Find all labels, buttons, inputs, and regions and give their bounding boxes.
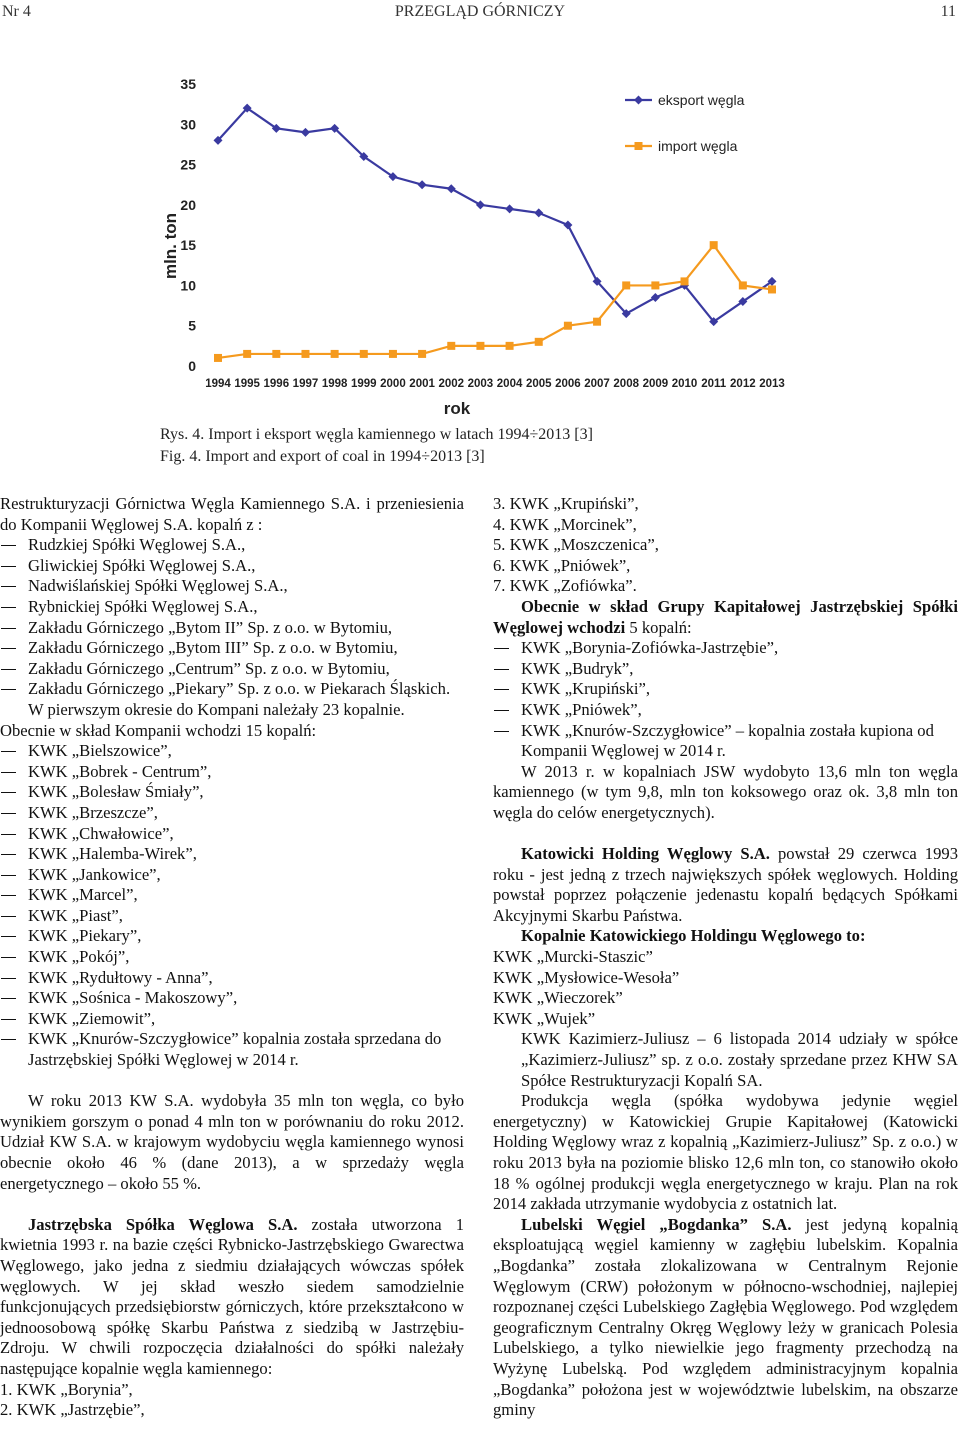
figure-caption-en: Fig. 4. Import and export of coal in 1994÷2013 [3] (160, 448, 485, 465)
legend-swatch-marker (635, 142, 643, 150)
data-point (301, 350, 309, 358)
y-tick-label: 5 (188, 317, 196, 334)
data-point (535, 338, 543, 346)
x-tick-label: 2003 (467, 378, 494, 390)
list-item: KWK „Bielszowice”, (0, 741, 464, 762)
jsw-now-rest: 5 kopalń: (625, 617, 692, 637)
list-item: KWK „Rydułtowy - Anna”, (0, 968, 464, 989)
x-tick-label: 1998 (321, 378, 348, 390)
list-item: KWK „Halemba-Wirek”, (0, 844, 464, 865)
x-tick-label: 1996 (263, 378, 290, 390)
khw-text: powstał 29 czerwca 1993 roku - jest jedną z trzech największych spółek węglowych. Holding powstał poprzez połączenie jedenastu kopalń będących Spółkami Akcyjnymi Skarbu Państwa. (493, 844, 958, 925)
list-item: KWK „Borynia-Zofiówka-Jastrzębie”, (493, 638, 958, 659)
list-item: KWK „Knurów-Szczygłowice” – kopalnia została kupiona od Kompanii Węglowej w 2014 r. (493, 721, 958, 762)
khw-mines-list (493, 947, 958, 1029)
list-item: 4. KWK „Morcinek”, (493, 514, 637, 534)
x-tick-label: 2001 (409, 378, 435, 390)
x-tick-label: 2007 (584, 378, 610, 390)
kw-mines-list (0, 741, 464, 1071)
list-item: 7. KWK „Zofiówka”. (493, 576, 637, 596)
x-tick-label: 2006 (555, 378, 581, 390)
paragraph-first-period: W pierwszym okresie do Kompani należały 23 kopalnie. (28, 699, 405, 719)
x-tick-label: 1997 (292, 378, 319, 390)
jsw-original-mines-list (0, 1380, 464, 1421)
khw-mines-title: Kopalnie Katowickiego Holdingu Węglowego to: (521, 926, 866, 946)
data-point (651, 293, 660, 302)
y-tick-label: 15 (180, 237, 196, 254)
coal-trade-chart (160, 66, 800, 418)
data-point (564, 322, 572, 330)
paragraph-khw-kj: KWK Kazimierz-Juliusz – 6 listopada 2014 udziały w spółce „Kazimierz-Juliusz” sp. z o.o. zostały sprzedane przez KHW SA Spółce Restrukturyzacji Kopalń SA. (521, 1029, 958, 1090)
list-item: KWK „Brzeszcze”, (0, 803, 464, 824)
paragraph-jsw-2013: W 2013 r. w kopalniach JSW wydobyto 13,6 mln ton węgla kamiennego (w tym 9,8, mln ton koksowego oraz ok. 3,8 mln ton węgla do celów energetycznych). (493, 761, 958, 822)
x-tick-label: 2013 (759, 378, 785, 390)
data-point (447, 184, 456, 193)
page-number-right: 11 (940, 3, 956, 20)
data-point (418, 180, 427, 189)
y-tick-label: 20 (180, 196, 196, 213)
paragraph-khw (493, 844, 958, 926)
paragraph-jsw-now (493, 597, 958, 638)
paragraph-kw-2013: W roku 2013 KW S.A. wydobyła 35 mln ton węgla, co było wynikiem gorszym o ponad 4 mln ton w porównaniu do roku 2012. Udział KW S.A. w krajowym wydobyciu węgla kamiennego wynosi obecnie około 46 % (dane 2013), a w sprzedaży węgla energetycznego – około 55 %. (0, 1091, 464, 1193)
x-axis (205, 378, 785, 390)
y-tick-label: 35 (180, 76, 196, 92)
data-point (593, 318, 601, 326)
data-point (360, 350, 368, 358)
list-item: Rybnickiej Spółki Węglowej S.A., (0, 597, 464, 618)
left-column (0, 494, 464, 1421)
paragraph-khw-production: Produkcja węgla (spółka wydobywa jedynie węgiel energetyczny) w Katowickiej Grupie Kapitałowej (Katowicki Holding Węglowy wraz z kopalnią „Kazimierz-Juliusz” Sp. z o.o.) w roku 2013 była na poziomie blisko 12,6 mln ton, co stanowiło około 18 % ogólnej produkcji węgla energetycznego w kraju. Plan na rok 2014 zakłada utrzymanie wydobycia z ostatnich lat. (493, 1091, 958, 1214)
paragraph-current: Obecnie w skład Kompanii wchodzi 15 kopalń: (0, 720, 317, 740)
series-line (218, 245, 772, 358)
list-item: Zakładu Górniczego „Bytom III” Sp. z o.o. w Bytomiu, (0, 638, 464, 659)
chart-legend (625, 92, 745, 154)
x-tick-label: 2005 (525, 378, 552, 390)
x-tick-label: 1995 (234, 378, 260, 390)
x-tick-label: 1999 (350, 378, 377, 390)
y-axis-label: mln. ton (161, 212, 180, 280)
data-point (272, 350, 280, 358)
data-point (505, 204, 514, 213)
jsw-text: została utworzona 1 kwietnia 1993 r. na bazie części Rybnicko-Jastrzębskiego Gwarectwa Węglowego, jako jedna z siedmiu działających wówczas spółek węglowych. W jej skład weszło siedem samodzielnie funkcjonujących przedsiębiorstw górniczych, które przekształcono w jednoosobową spółkę Skarbu Państwa z siedzibą w Jastrzębiu-Zdroju. W chwili rozpoczęcia działalności do spółki należały następujące kopalnie węgla kamiennego: (0, 1214, 464, 1378)
paragraph-jsw (0, 1215, 464, 1380)
data-point (710, 241, 718, 249)
x-tick-label: 2009 (642, 378, 669, 390)
x-tick-label: 2008 (613, 378, 640, 390)
data-point (389, 350, 397, 358)
list-item: KWK „Bolesław Śmiały”, (0, 782, 464, 803)
data-point (476, 200, 485, 209)
list-item: KWK „Krupiński”, (493, 679, 958, 700)
jsw-now-bold: Obecnie w skład Grupy Kapitałowej Jastrzębskiej Spółki Węglowej wchodzi (493, 596, 958, 637)
list-item: 5. KWK „Moszczenica”, (493, 535, 659, 555)
list-item: KWK „Ziemowit”, (0, 1009, 464, 1030)
list-item: Zakładu Górniczego „Bytom II” Sp. z o.o. w Bytomiu, (0, 618, 464, 639)
x-tick-label: 2002 (438, 378, 465, 390)
list-item: KWK „Piast”, (0, 906, 464, 927)
list-item: Nadwiślańskiej Spółki Węglowej S.A., (0, 576, 464, 597)
list-item: KWK „Knurów-Szczygłowice” kopalnia została sprzedana do Jastrzębskiej Spółki Węglowej w 2014 r. (0, 1029, 464, 1070)
data-point (563, 221, 572, 230)
data-point (418, 350, 426, 358)
y-axis (180, 76, 196, 374)
source-companies-list (0, 535, 464, 700)
data-point (243, 350, 251, 358)
list-item: KWK „Pniówek”, (493, 700, 958, 721)
legend-swatch-marker (634, 96, 643, 105)
list-item: KWK „Wujek” (493, 1008, 596, 1028)
x-axis-label: rok (443, 399, 471, 418)
list-item: 3. KWK „Krupiński”, (493, 494, 639, 513)
x-tick-label: 2000 (380, 378, 406, 390)
jsw-original-mines-list-cont (493, 494, 958, 597)
legend-label: eksport węgla (658, 92, 745, 108)
list-item: KWK „Bobrek - Centrum”, (0, 762, 464, 783)
x-tick-label: 2011 (701, 378, 727, 390)
data-point (681, 277, 689, 285)
khw-name: Katowicki Holding Węglowy S.A. (521, 844, 770, 864)
lwb-name: Lubelski Węgiel „Bogdanka” S.A. (521, 1214, 792, 1234)
y-tick-label: 0 (188, 358, 196, 374)
jsw-name: Jastrzębska Spółka Węglowa S.A. (28, 1214, 298, 1234)
figure-caption-pl: Rys. 4. Import i eksport węgla kamiennego w latach 1994÷2013 [3] (160, 426, 593, 443)
list-item: Zakładu Górniczego „Piekary” Sp. z o.o. w Piekarach Śląskich. (0, 679, 464, 700)
y-tick-label: 25 (180, 156, 196, 173)
list-item: KWK „Pokój”, (0, 947, 464, 968)
x-tick-label: 2012 (730, 378, 756, 390)
jsw-mines-list (493, 638, 958, 762)
data-point (331, 350, 339, 358)
lwb-text: jest jedyną kopalnią eksploatującą węgiel kamienny w zagłębiu lubelskim. Kopalnia „Bogdanka” została zlokalizowana w Centralnym Rejonie Węglowym (CRW) położonym w północno-wschodniej, najlepiej rozpoznanej części Lubelskiego Zagłębia Węglowego. Pod względem geograficznym Centralny Okręg Węglowy leży w granicach Polesia Lubelskiego, a tylko niewielkie jego fragmenty przechodzą na Wyżynę Lubelską. Pod względem administracyjnym kopalnia „Bogdanka” położona jest w województwie lubelskim, na obszarze gminy (493, 1214, 958, 1420)
y-tick-label: 30 (180, 116, 196, 133)
list-item: KWK „Sośnica - Makoszowy”, (0, 988, 464, 1009)
data-point (534, 208, 543, 217)
list-item: KWK „Marcel”, (0, 885, 464, 906)
list-item: 2. KWK „Jastrzębie”, (0, 1400, 145, 1420)
list-item: KWK „Budryk”, (493, 659, 958, 680)
data-point (476, 342, 484, 350)
list-item: Gliwickiej Spółki Węglowej S.A., (0, 556, 464, 577)
page-number-left: Nr 4 (2, 3, 31, 20)
journal-title: PRZEGLĄD GÓRNICZY (394, 3, 566, 20)
data-point (622, 281, 630, 289)
data-point (739, 281, 747, 289)
legend-label: import węgla (658, 138, 738, 154)
list-item: KWK „Piekary”, (0, 926, 464, 947)
x-tick-label: 2010 (671, 378, 698, 390)
y-tick-label: 10 (180, 277, 196, 294)
list-item: KWK „Jankowice”, (0, 865, 464, 886)
right-column (493, 494, 958, 1421)
data-point (301, 128, 310, 137)
list-item: 6. KWK „Pniówek”, (493, 555, 631, 575)
list-item: Zakładu Górniczego „Centrum” Sp. z o.o. w Bytomiu, (0, 659, 464, 680)
paragraph-lwb (493, 1215, 958, 1421)
x-tick-label: 2004 (496, 378, 523, 390)
x-tick-label: 1994 (205, 378, 231, 390)
data-point (447, 342, 455, 350)
list-item: KWK „Murcki-Staszic” (493, 947, 653, 967)
list-item: KWK „Mysłowice-Wesoła” (493, 967, 680, 987)
data-point (651, 281, 659, 289)
data-point (214, 354, 222, 362)
list-item: Rudzkiej Spółki Węglowej S.A., (0, 535, 464, 556)
list-item: KWK „Chwałowice”, (0, 824, 464, 845)
paragraph-intro: Restrukturyzacji Górnictwa Węgla Kamiennego S.A. i przeniesienia do Kompanii Węglowej S.A. kopalń z : (0, 494, 464, 534)
list-item: KWK „Wieczorek” (493, 988, 623, 1008)
data-point (506, 342, 514, 350)
data-point (768, 285, 776, 293)
list-item: 1. KWK „Borynia”, (0, 1379, 133, 1399)
